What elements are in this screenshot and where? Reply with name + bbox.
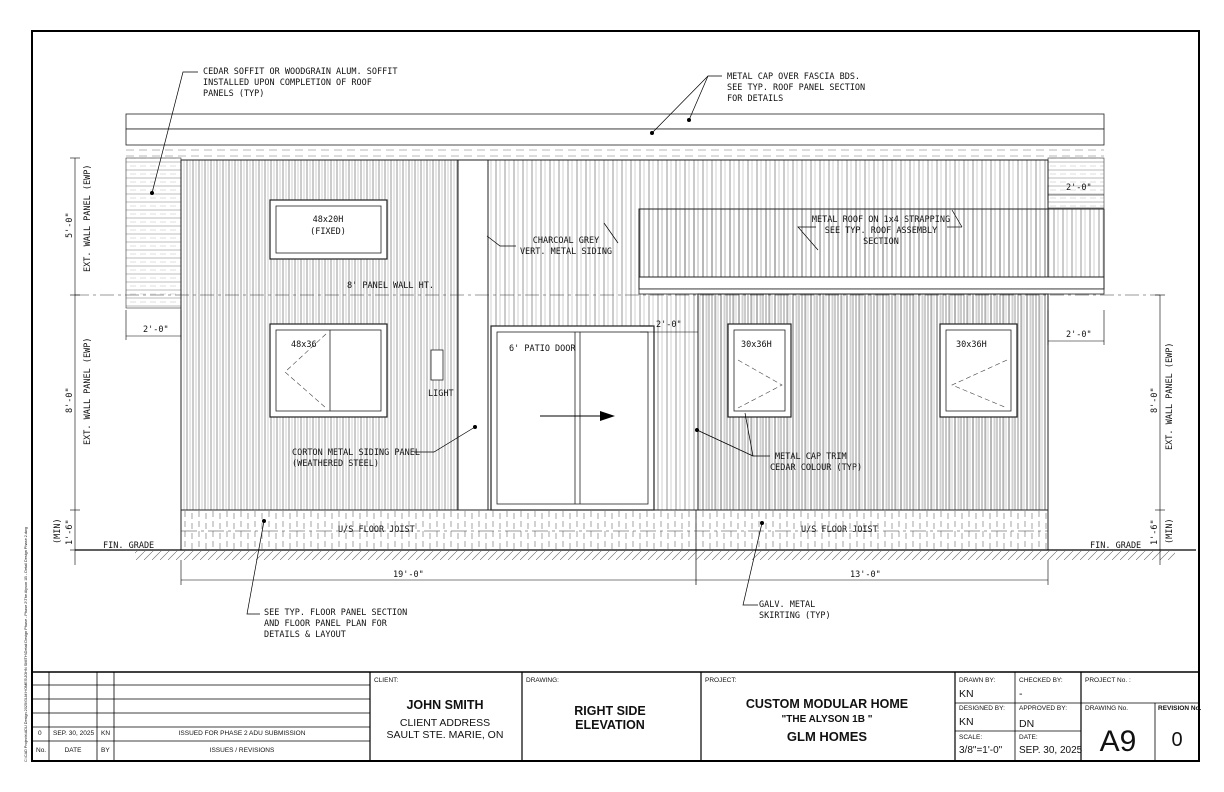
- approved-by-value: DN: [1019, 718, 1035, 730]
- checked-by-value: -: [1019, 688, 1023, 700]
- note-corton-2: (WEATHERED STEEL): [292, 459, 379, 469]
- drawing-no-value: A9: [1099, 725, 1137, 758]
- revision-no-value: 0: [1171, 729, 1183, 751]
- dim-5ft: 5'-0": [65, 212, 75, 238]
- dim-1-6-right: 1'-6": [1150, 519, 1160, 545]
- fascia-board: [126, 129, 1104, 145]
- rev-row-by: KN: [101, 730, 111, 737]
- note-metal-roof-1: METAL ROOF ON 1x4 STRAPPING: [811, 215, 951, 225]
- left-return-wall: [126, 158, 181, 308]
- client-address: CLIENT ADDRESS: [399, 717, 491, 729]
- rev-row-date: SEP. 30, 2025: [53, 730, 95, 737]
- light-fixture: [431, 350, 443, 380]
- project-line1: CUSTOM MODULAR HOME: [745, 697, 909, 711]
- dim-8ft-left: 8'-0": [65, 387, 75, 413]
- revision-no-label: REVISION No.: [1158, 705, 1202, 712]
- window-fixed-label-1: 48x20H: [312, 215, 344, 225]
- note-metal-roof-2: SEE TYP. ROOF ASSEMBLY: [824, 226, 938, 236]
- rev-row-no: 0: [38, 730, 42, 737]
- client-label: CLIENT:: [374, 677, 399, 684]
- metal-roof-fascia: [639, 277, 1104, 289]
- note-metal-cap-1: METAL CAP OVER FASCIA BDS.: [727, 72, 861, 82]
- note-metal-roof-3: SECTION: [863, 237, 899, 247]
- drawing-title-line1: RIGHT SIDE: [574, 704, 646, 718]
- trim-column: [458, 160, 488, 510]
- designed-by-label: DESIGNED BY:: [959, 705, 1005, 712]
- note-soffit-3: PANELS (TYP): [203, 89, 265, 99]
- note-skirting-2: SKIRTING (TYP): [759, 611, 831, 621]
- ewp-right: EXT. WALL PANEL (EWP): [1165, 342, 1175, 450]
- scale-label: SCALE:: [959, 734, 983, 741]
- scale-value: 3/8"=1'-0": [959, 745, 1003, 756]
- ewp-left: EXT. WALL PANEL (EWP): [83, 337, 93, 445]
- rev-header-by: BY: [101, 747, 110, 754]
- rev-row-issue: ISSUED FOR PHASE 2 ADU SUBMISSION: [178, 730, 306, 737]
- note-metal-cap-2: SEE TYP. ROOF PANEL SECTION: [727, 83, 866, 93]
- note-charcoal-2: VERT. METAL SIDING: [519, 247, 613, 257]
- title-block: [32, 672, 1202, 761]
- ewp-upper: EXT. WALL PANEL (EWP): [83, 164, 93, 272]
- skirting: [181, 510, 1048, 550]
- project-label: PROJECT:: [705, 677, 737, 684]
- note-panel-wall-ht: 8' PANEL WALL HT.: [347, 281, 434, 291]
- dim-13ft: 13'-0": [850, 570, 881, 580]
- window-48x36-label: 48x36: [291, 340, 317, 350]
- dim-2ft-right: 2'-0": [1066, 330, 1092, 340]
- patio-door-label: 6' PATIO DOOR: [509, 344, 576, 354]
- client-name: JOHN SMITH: [406, 698, 484, 712]
- note-floor-section-2: AND FLOOR PANEL PLAN FOR: [264, 619, 387, 629]
- designed-by-value: KN: [959, 716, 974, 728]
- date-label: DATE:: [1019, 734, 1038, 741]
- floor-joist-right: U/S FLOOR JOIST: [801, 525, 878, 535]
- file-path: C:\CAD Projects\ADU Design 2025\GLM HOMES\JOHN SMITH\Detail Design Phase - Phase 2\The Alyson 1B - Detail Design Phase 2.dwg: [24, 527, 28, 762]
- floor-joist-left: U/S FLOOR JOIST: [338, 525, 415, 535]
- project-no-label: PROJECT No. :: [1085, 677, 1131, 684]
- dim-2ft-left: 2'-0": [143, 325, 169, 335]
- dim-2ft-top-right: 2'-0": [1066, 183, 1092, 193]
- fin-grade-left: FIN. GRADE: [103, 541, 155, 551]
- note-corton-1: CORTON METAL SIDING PANEL: [292, 448, 420, 458]
- note-charcoal-1: CHARCOAL GREY: [532, 236, 600, 246]
- dim-19ft: 19'-0": [393, 570, 424, 580]
- checked-by-label: CHECKED BY:: [1019, 677, 1063, 684]
- note-floor-section-1: SEE TYP. FLOOR PANEL SECTION: [264, 608, 408, 618]
- dim-8ft-right: 8'-0": [1150, 387, 1160, 413]
- elevation-drawing: [70, 72, 1196, 614]
- window-30x36-a-label: 30x36H: [741, 340, 772, 350]
- fascia-cap: [126, 114, 1104, 129]
- drawing-label: DRAWING:: [526, 677, 559, 684]
- dim-min-left: (MIN): [53, 518, 63, 544]
- drawn-by-value: KN: [959, 688, 974, 700]
- note-cap-trim-2: CEDAR COLOUR (TYP): [770, 463, 863, 473]
- drawn-by-label: DRAWN BY:: [959, 677, 996, 684]
- rev-header-issue: ISSUES / REVISIONS: [209, 747, 275, 754]
- rev-header-no: No.: [36, 747, 47, 754]
- window-30x36-b-label: 30x36H: [956, 340, 987, 350]
- project-line3: GLM HOMES: [786, 729, 868, 744]
- dim-2ft-middle: 2'-0": [656, 320, 682, 330]
- date-value: SEP. 30, 2025: [1019, 745, 1083, 756]
- dim-1-6-left: 1'-6": [65, 519, 75, 545]
- project-line2: "THE ALYSON 1B ": [781, 714, 873, 725]
- dim-min-right: (MIN): [1165, 518, 1175, 544]
- rev-header-date: DATE: [64, 747, 82, 754]
- window-fixed-label-2: (FIXED): [310, 227, 346, 237]
- note-skirting-1: GALV. METAL: [759, 600, 816, 610]
- note-soffit-1: CEDAR SOFFIT OR WOODGRAIN ALUM. SOFFIT: [203, 67, 398, 77]
- light-label: LIGHT: [428, 389, 454, 399]
- note-cap-trim-1: METAL CAP TRIM: [775, 452, 847, 462]
- drawing-no-label: DRAWING No.: [1085, 705, 1129, 712]
- approved-by-label: APPROVED BY:: [1019, 705, 1068, 712]
- fin-grade-right: FIN. GRADE: [1090, 541, 1142, 551]
- note-metal-cap-3: FOR DETAILS: [727, 94, 784, 104]
- drawing-title-line2: ELEVATION: [575, 718, 645, 732]
- note-soffit-2: INSTALLED UPON COMPLETION OF ROOF: [203, 78, 372, 88]
- note-floor-section-3: DETAILS & LAYOUT: [264, 630, 346, 640]
- client-city: SAULT STE. MARIE, ON: [386, 729, 504, 741]
